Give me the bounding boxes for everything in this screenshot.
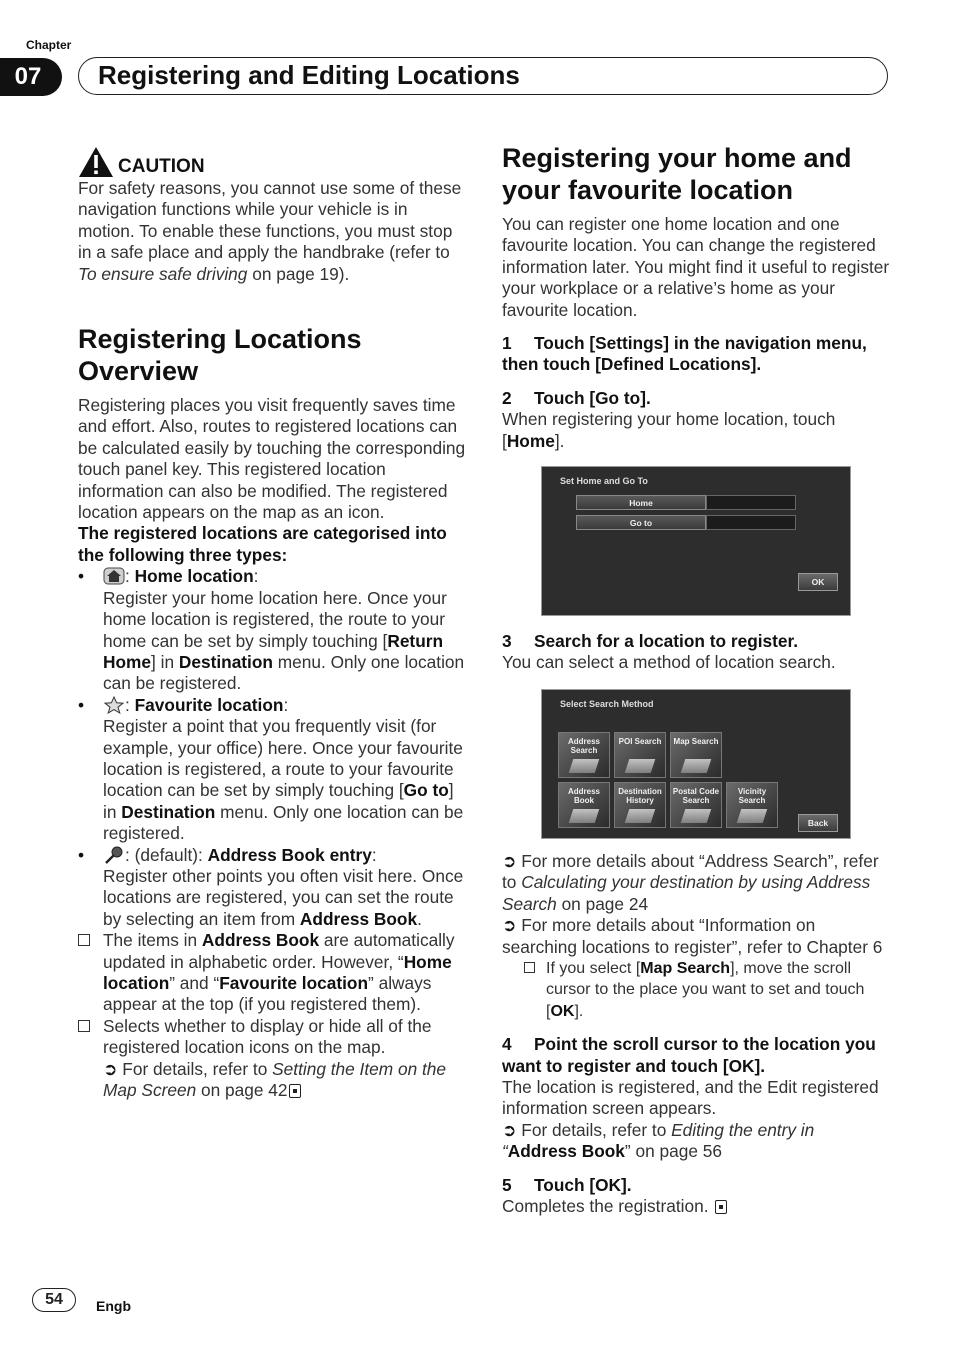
tile-poi-search[interactable]: POI Search [614,732,666,778]
back-button[interactable]: Back [798,814,838,832]
screen-title: Set Home and Go To [560,476,648,486]
chapter-title: Registering and Editing Locations [98,60,520,90]
home-field [706,495,796,510]
tile-address-search[interactable]: Address Search [558,732,610,778]
home-fav-heading: Registering your home and your favourite location [502,143,852,205]
home-location-item: • : Home location: Register your home location here. Once your home location is registered, the route to your home can be set by simply touching [Return Home] in Destination menu. Only one location can be registered. [78,566,465,694]
favourite-location-item: • : Favourite location: Register a point that you frequently visit (for example, your office) here. Once your favourite location is registered, a route to your favourite location can be set by simply touching [Go to] in Destination menu. Only one location can be registered. [78,694,464,844]
caution-title: CAUTION [118,156,205,177]
caution-text: For safety reasons, you cannot use some of these navigation functions while your vehicle is in motion. To enable these functions, you must stop in a safe place and apply the handbrake (refer to To ensure safe driving on page 19). [78,178,462,284]
step-3-body: You can select a method of location search. [502,652,836,673]
note-auto-order: The items in Address Book are automatically updated in alphabetic order. However, “Home location” and “Favourite location” always appear at the top (if you registered them). [78,930,466,1016]
ok-button[interactable]: OK [798,573,838,591]
types-heading: The registered locations are categorised into the following three types: [78,523,447,565]
goto-field [706,515,796,530]
home-icon [103,567,125,585]
address-book-item: • : (default): Address Book entry: Register other points you often visit here. Once locations are registered, you can set the route by selecting an item from Address Book. [78,844,464,929]
step-1: 1 Touch [Settings] in the navigation menu, then touch [Defined Locations]. [502,333,867,375]
overview-intro: Registering places you visit frequently saves time and effort. Also, routes to registered locations can be calculated easily by touching the corresponding touch panel key. This registered location information can also be modified. The registered location appears on the map as an icon. [78,395,466,523]
note-map-search: If you select [Map Search], move the scroll cursor to the place you want to set and touch [OK]. [502,958,892,1022]
step-4-body: The location is registered, and the Edit registered information screen appears. [502,1077,879,1119]
step-5: 5 Touch [OK]. [502,1174,632,1195]
step-3-block [502,631,892,674]
right-column-bottom [502,851,892,1218]
arrow-icon: ➲ [103,1058,118,1079]
chapter-label: Chapter [26,38,72,52]
star-icon [103,696,125,714]
language-code: Engb [96,1298,131,1314]
note-display-icons: Selects whether to display or hide all of the registered location icons on the map. ➲ For details, refer to Setting the Item on the Map Screen on page 42 [78,1016,466,1102]
arrow-icon: ➲ [502,1119,517,1140]
overview-heading: Registering Locations Overview [78,324,362,387]
step-5-body: Completes the registration. [502,1196,892,1217]
tile-destination-history[interactable]: Destination History [614,782,666,828]
step-3: 3 Search for a location to register. [502,631,799,651]
right-column-top [502,142,892,452]
more-details-info: ➲ For more details about “Information on searching locations to register”, refer to Chapter 6 [502,915,883,957]
step-4: 4 Point the scroll cursor to the location you want to register and touch [OK]. [502,1034,876,1076]
set-home-screenshot [541,466,851,616]
end-mark-icon [289,1084,301,1098]
step-2-body: When registering your home location, touch [Home]. [502,409,836,451]
tile-postal-code-search[interactable]: Postal Code Search [670,782,722,828]
left-column [78,146,466,1101]
search-method-screenshot [541,689,851,839]
screen-title: Select Search Method [560,699,654,709]
goto-bar[interactable]: Go to [576,515,706,530]
chapter-number: 07 [0,58,62,96]
caution-heading [78,146,466,178]
warning-icon [78,146,114,178]
step-2: 2 Touch [Go to]. [502,387,651,408]
page-number: 54 [32,1288,76,1312]
end-mark-icon [715,1200,727,1214]
home-fav-intro: You can register one home location and one favourite location. You can change the registered information later. You might find it useful to register your workplace or a relative’s home as your favourite location. [502,214,890,320]
home-bar[interactable]: Home [576,495,706,510]
step-4-ref: ➲ For details, refer to Editing the entry in “Address Book” on page 56 [502,1119,815,1162]
arrow-icon: ➲ [502,915,517,936]
tile-map-search[interactable]: Map Search [670,732,722,778]
tile-vicinity-search[interactable]: Vicinity Search [726,782,778,828]
pin-icon [103,846,125,864]
more-details-address: ➲ For more details about “Address Search”, refer to Calculating your destination by using Address Search on page 24 [502,851,879,914]
tile-address-book[interactable]: Address Book [558,782,610,828]
arrow-icon: ➲ [502,851,517,871]
